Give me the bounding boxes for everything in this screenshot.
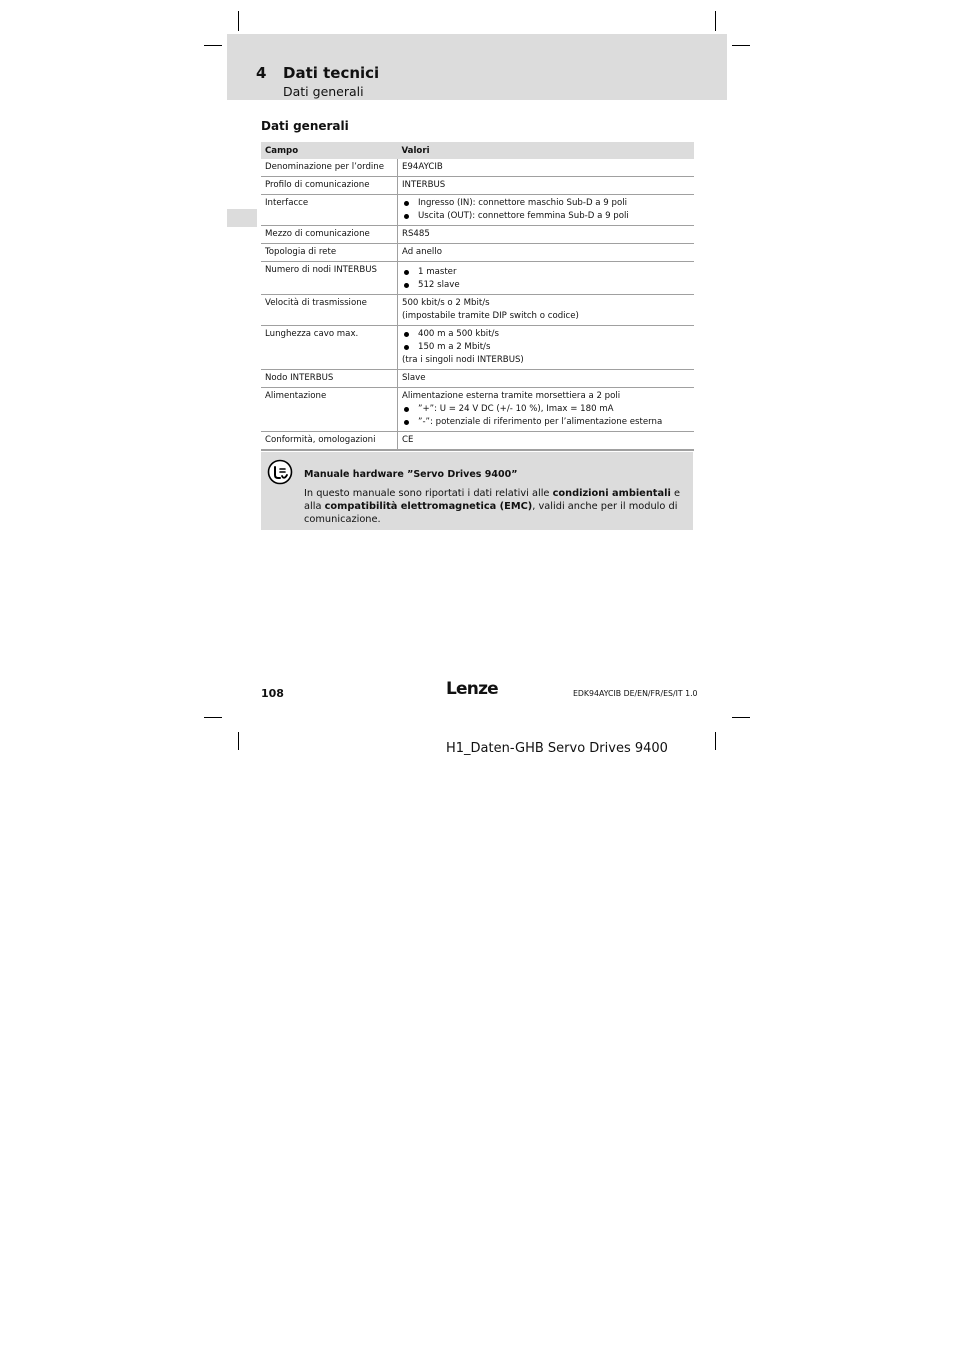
table-row	[261, 262, 694, 295]
chapter-subtitle: Dati generali	[283, 84, 364, 99]
table-row	[261, 388, 694, 432]
crop-mark	[732, 45, 750, 46]
lenze-logo: Lenze	[446, 679, 498, 699]
bullet-item: Ingresso (IN): connettore maschio Sub-D a 9 poli	[402, 197, 690, 210]
value-cell	[398, 388, 695, 432]
value-cell	[398, 326, 695, 370]
value-cell: Ad anello	[398, 244, 695, 262]
table-row	[261, 244, 694, 262]
table-row	[261, 326, 694, 370]
value-cell	[398, 262, 695, 295]
column-header-values: Valori	[398, 142, 695, 159]
crop-mark	[715, 11, 716, 31]
crop-mark	[732, 717, 750, 718]
bullet-list	[402, 266, 690, 292]
manual-reference-icon	[267, 459, 293, 485]
note-text: In questo manuale sono riportati i dati relativi alle condizioni ambientali e alla compatibilità elettromagnetica (EMC), validi anche per il modulo di comunicazione.	[304, 488, 680, 525]
value-line: Alimentazione esterna tramite morsettiera a 2 poli	[402, 391, 621, 401]
document-reference: EDK94AYCIB DE/EN/FR/ES/IT 1.0	[573, 689, 698, 698]
value-line: (tra i singoli nodi INTERBUS)	[402, 355, 524, 365]
value-cell: CE	[398, 432, 695, 451]
value-cell: Slave	[398, 370, 695, 388]
section-title: Dati generali	[261, 119, 349, 133]
table-row	[261, 195, 694, 226]
value-line: 500 kbit/s o 2 Mbit/s	[402, 298, 490, 308]
chapter-title: Dati tecnici	[283, 64, 380, 82]
value-cell	[398, 295, 695, 326]
table-row	[261, 226, 694, 244]
note-box	[261, 452, 693, 530]
field-cell: Nodo INTERBUS	[261, 370, 398, 388]
bullet-item: 400 m a 500 kbit/s	[402, 328, 690, 341]
value-line: (impostabile tramite DIP switch o codice)	[402, 311, 579, 321]
crop-mark	[204, 45, 222, 46]
table-row	[261, 295, 694, 326]
table-header-row	[261, 142, 694, 159]
field-cell: Mezzo di comunicazione	[261, 226, 398, 244]
bullet-list	[402, 403, 690, 429]
crop-mark	[238, 732, 239, 750]
value-cell	[398, 195, 695, 226]
value-cell: E94AYCIB	[398, 159, 695, 177]
page-number: 108	[261, 687, 284, 700]
field-cell: Denominazione per l’ordine	[261, 159, 398, 177]
spec-table	[261, 142, 694, 451]
file-label: H1_Daten-GHB Servo Drives 9400	[446, 741, 668, 756]
field-cell: Lunghezza cavo max.	[261, 326, 398, 370]
note-title: Manuale hardware ”Servo Drives 9400”	[304, 469, 518, 480]
table-row	[261, 432, 694, 451]
crop-mark	[715, 732, 716, 750]
side-tab-marker	[227, 209, 257, 227]
bullet-item: Uscita (OUT): connettore femmina Sub-D a 9 poli	[402, 210, 690, 223]
crop-mark	[204, 717, 222, 718]
field-cell: Velocità di trasmissione	[261, 295, 398, 326]
field-cell: Conformità, omologazioni	[261, 432, 398, 451]
table-row	[261, 159, 694, 177]
bullet-item: 1 master	[402, 266, 690, 279]
bullet-item: ”+”: U = 24 V DC (+/- 10 %), Imax = 180 mA	[402, 403, 690, 416]
value-cell: RS485	[398, 226, 695, 244]
table-row	[261, 177, 694, 195]
bullet-item: 150 m a 2 Mbit/s	[402, 341, 690, 354]
field-cell: Interfacce	[261, 195, 398, 226]
chapter-number: 4	[256, 64, 267, 82]
field-cell: Numero di nodi INTERBUS	[261, 262, 398, 295]
field-cell: Profilo di comunicazione	[261, 177, 398, 195]
bullet-list	[402, 328, 690, 354]
bullet-item: 512 slave	[402, 279, 690, 292]
bullet-item: ”-”: potenziale di riferimento per l’alimentazione esterna	[402, 416, 690, 429]
value-cell: INTERBUS	[398, 177, 695, 195]
bullet-list	[402, 197, 690, 223]
field-cell: Topologia di rete	[261, 244, 398, 262]
table-row	[261, 370, 694, 388]
crop-mark	[238, 11, 239, 31]
column-header-field: Campo	[261, 142, 398, 159]
field-cell: Alimentazione	[261, 388, 398, 432]
